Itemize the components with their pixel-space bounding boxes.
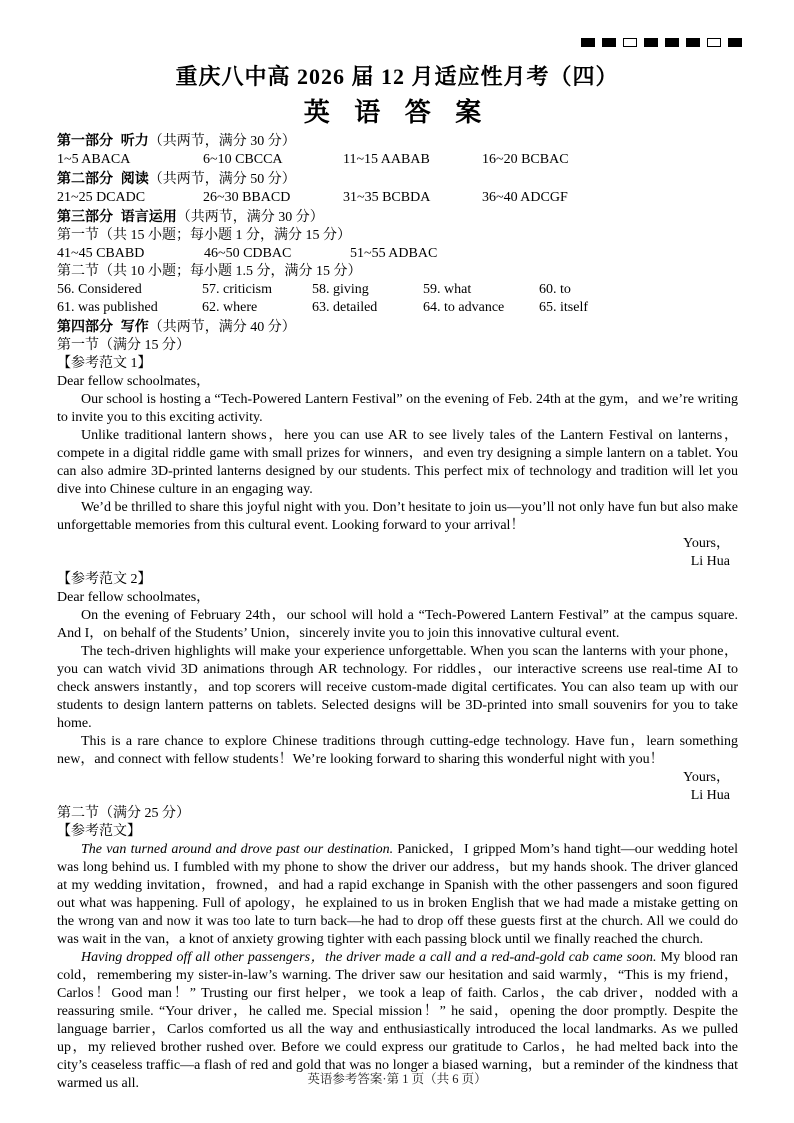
answer-row [57,245,738,263]
signature-line: Li Hua [690,554,730,569]
sub-section-line: 第二节（满分 25 分） [57,806,190,821]
essay-paragraph [57,427,738,499]
sub-section-line: 第二节（共 10 小题；每小题 1.5 分，满分 15 分） [57,264,362,279]
registration-mark-filled [644,38,658,47]
signature-line: Li Hua [690,788,730,803]
essay-paragraph [57,643,738,733]
section-heading-bold: 第三部分 语言运用 [57,208,177,224]
essay-text: The tech-driven highlights will make your experience unforgettable. When you scan the lanterns with your phone，you can watch vivid 3D animations through AR technology. For riddles，our interactive screens use real-time AI to check answers instantly，and top scorers will receive custom-made digital certificates. You can also team up with our students to design lantern patterns on tablets. Selected designs will be 3D-printed into small souvenirs for you to take home. [57,644,738,731]
answer-row [57,299,738,317]
answer-cell: 41~45 CBABD [57,246,145,261]
registration-mark-outline [623,38,637,47]
model-essay-label: 【参考范文 1】 [57,356,152,371]
sub-section-line: 第一节（共 15 小题；每小题 1 分，满分 15 分） [57,228,351,243]
answer-row [57,281,738,299]
answer-cell: 26~30 BBACD [203,190,291,205]
salutation-line: Dear fellow schoolmates， [57,374,211,389]
registration-mark-filled [686,38,700,47]
section-heading-rest: （共两节，满分 50 分） [148,172,296,187]
essay-paragraph [57,499,738,535]
model-essay-label: 【参考范文 2】 [57,572,152,587]
answer-cell: 61. was published [57,300,158,315]
answer-cell: 6~10 CBCCA [203,152,283,167]
essay-text: Panicked，I gripped Mom’s hand tight—our wedding hotel was long behind us. I fumbled with my phone to show the driver our address，but my hands shook. The driver glanced at my wedding invitation，frowned，and had a rapid exchange in Spanish with the other passengers and soon figured out what was happening. Full of apology，he explained to us in broken English that we had made a mistake getting on the wrong van and now it was too late to turn back—he had to drop off these guests first at the church. All we could do was wait in the van，a knot of anxiety growing tighter with each passing block until we finally reached the church. [57,842,738,947]
registration-mark-filled [581,38,595,47]
section-heading-bold: 第四部分 写作 [57,318,149,334]
answer-cell: 11~15 AABAB [343,152,430,167]
essay-text-italic: The van turned around and drove past our destination. [81,842,398,857]
section-heading-bold: 第一部分 听力 [57,132,149,148]
answer-row [57,151,738,169]
essay-text-italic: Having dropped off all other passengers，the driver made a call and a red-and-gold cab came soon. [81,950,661,965]
answer-cell: 65. itself [539,300,588,315]
essay-paragraph [57,733,738,769]
registration-mark-outline [707,38,721,47]
section-heading [57,317,738,337]
answer-cell: 1~5 ABACA [57,152,131,167]
registration-mark-filled [665,38,679,47]
answer-cell: 57. criticism [202,282,272,297]
page-subtitle: 英 语 答 案 [303,98,491,127]
answer-cell: 46~50 CDBAC [204,246,292,261]
page-title: 重庆八中高 2026 届 12 月适应性月考（四） [175,64,619,89]
signature-line: Yours， [683,536,730,551]
registration-mark-filled [728,38,742,47]
section-heading-rest: （共两节，满分 30 分） [176,210,324,225]
essay-text: This is a rare chance to explore Chinese traditions through cutting-edge technology. Have fun，learn something new，and connect with fellow students！We’re looking forward to sharing this wonderful night with you！ [57,734,738,767]
answer-cell: 63. detailed [312,300,378,315]
salutation-line: Dear fellow schoolmates， [57,590,211,605]
essay-paragraph [57,841,738,949]
section-heading-rest: （共两节，满分 40 分） [148,320,296,335]
answer-row [57,189,738,207]
essay-text: Our school is hosting a “Tech-Powered Lantern Festival” on the evening of Feb. 24th at the gym，and we’re writing to invite you to this exciting activity. [57,392,738,425]
section-heading [57,207,738,227]
answer-cell: 31~35 BCBDA [343,190,431,205]
document-body [57,131,738,1093]
answer-cell: 60. to [539,282,571,297]
answer-cell: 16~20 BCBAC [482,152,569,167]
answer-cell: 58. giving [312,282,369,297]
page-footer: 英语参考答案·第 1 页（共 6 页） [307,1072,487,1086]
section-heading-bold: 第二部分 阅读 [57,170,149,186]
essay-text: On the evening of February 24th，our school will hold a “Tech-Powered Lantern Festival” at the campus square. And I，on behalf of the Students’ Union，sincerely invite you to join this innovative cultural event. [57,608,738,641]
sub-section-line: 第一节（满分 15 分） [57,338,190,353]
answer-cell: 56. Considered [57,282,142,297]
essay-paragraph [57,391,738,427]
essay-text: We’d be thrilled to share this joyful night with you. Don’t hesitate to join us—you’ll not only have fun but also make unforgettable memories from this cultural event. Looking forward to your arrival！ [57,500,738,533]
essay-text: Unlike traditional lantern shows，here you can use AR to see lively tales of the Lantern Festival on lanterns，compete in a digital riddle game with small prizes for winners，and even try designing a simple lantern on a tablet. You can also admire 3D-printed lanterns designed by our students. This perfect mix of technology and tradition will let you dive into Chinese culture in an engaging way. [57,428,738,497]
signature-line: Yours， [683,770,730,785]
model-essay-label: 【参考范文】 [57,824,141,839]
section-heading [57,131,738,151]
section-heading-rest: （共两节，满分 30 分） [148,134,296,149]
answer-cell: 51~55 ADBAC [350,246,438,261]
answer-cell: 21~25 DCADC [57,190,146,205]
registration-mark-filled [602,38,616,47]
answer-cell: 36~40 ADCGF [482,190,568,205]
section-heading [57,169,738,189]
registration-marks [581,38,742,47]
answer-cell: 64. to advance [423,300,505,315]
answer-cell: 59. what [423,282,472,297]
essay-paragraph [57,607,738,643]
essay-text: My blood ran cold，remembering my sister-in-law’s warning. The driver saw our hesitation and said warmly，“This is my friend，Carlos！Good man！” Trusting our first helper，we took a leap of faith. Carlos，the cab driver，nodded with a reassuring smile. “Your driver，he called me. Special mission！” he said，opening the door promptly. Despite the language barrier，Carlos comforted us all the way and enthusiastically introduced the local landmarks. As we pulled up，my relieved brother rushed over. Before we could express our gratitude to Carlos，he had melted back into the city’s ceaseless traffic—a flash of red and gold that was no longer a biased warning，but a reminder of the kindness that warmed us all. [57,950,738,1091]
answer-cell: 62. where [202,300,258,315]
